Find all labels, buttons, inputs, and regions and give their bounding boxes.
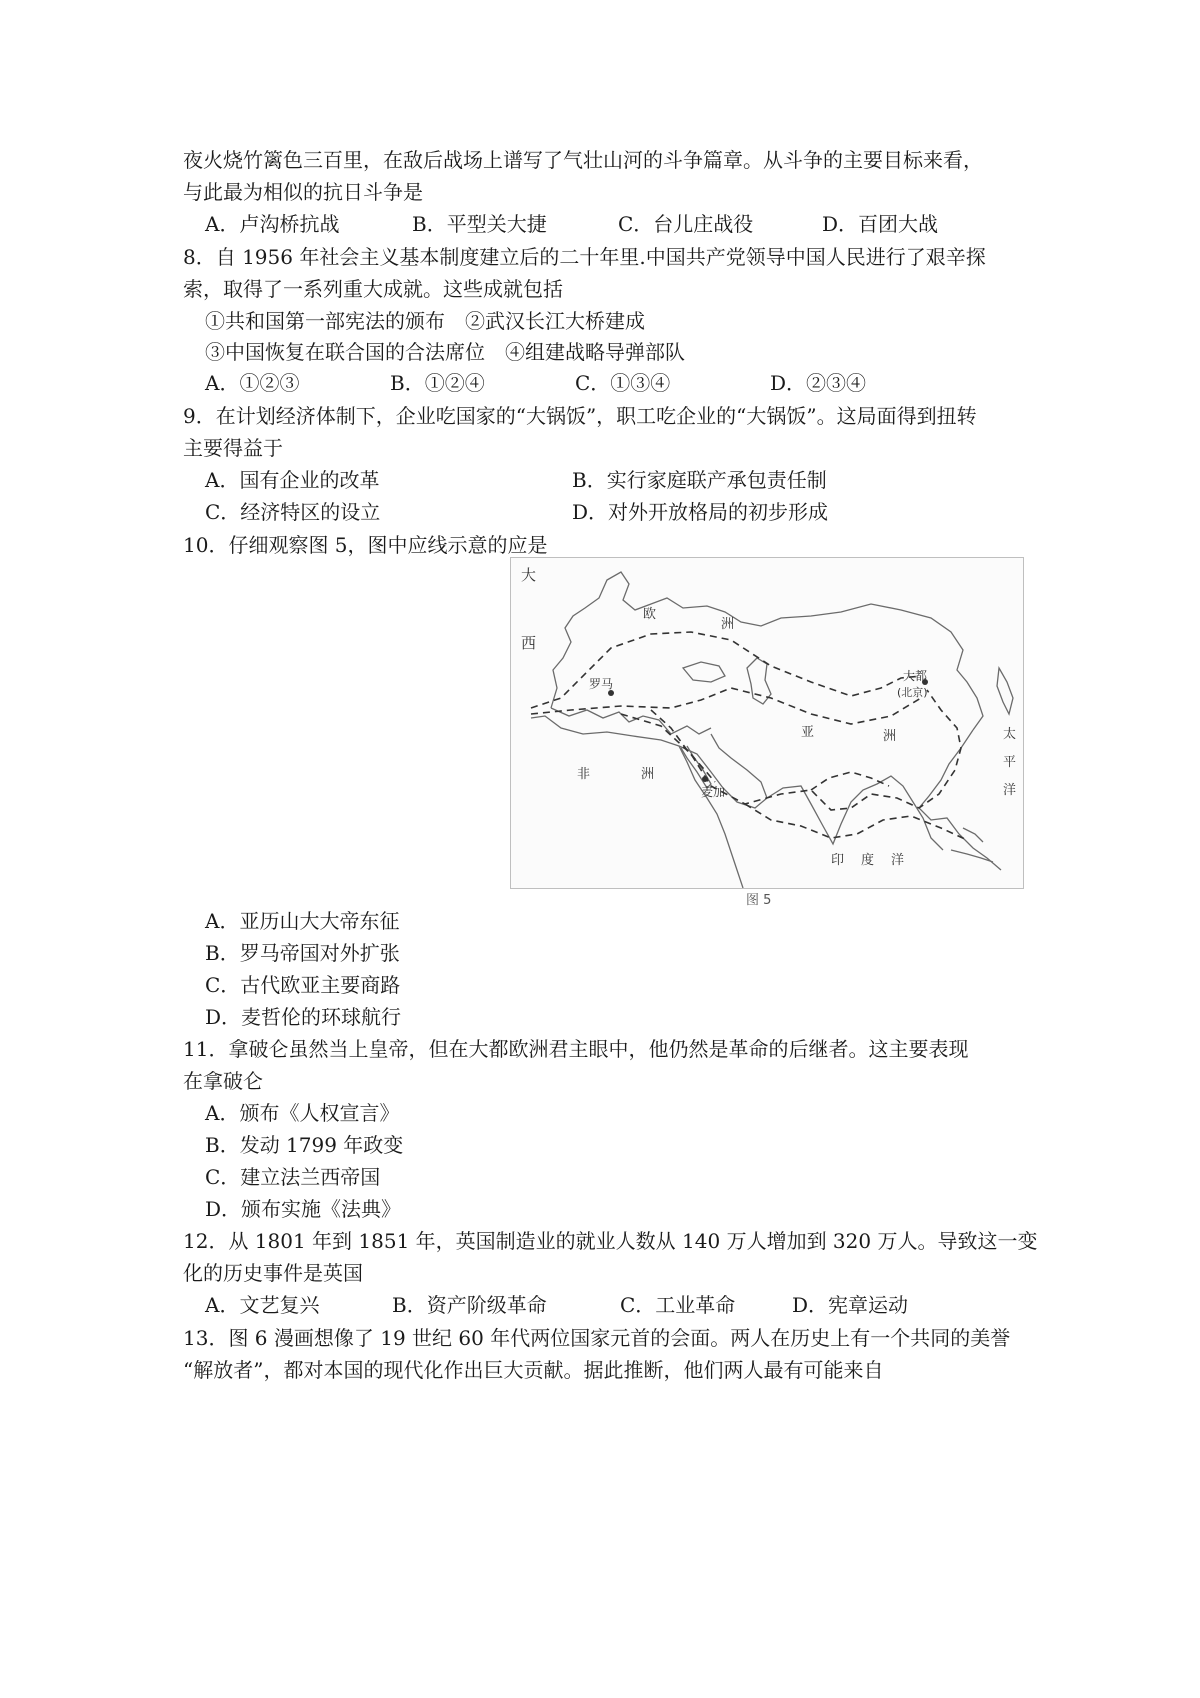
q9-option-d: D．对外开放格局的初步形成 (572, 500, 829, 524)
q7-text-line-2: 与此最为相似的抗日斗争是 (183, 180, 423, 204)
label-asia-1: 亚 (801, 725, 815, 740)
label-rome: 罗马 (589, 677, 614, 691)
q13-text-line-1: 13．图 6 漫画想像了 19 世纪 60 年代两位国家元首的会面。两人在历史上有一个共同的美誉 (183, 1326, 1011, 1350)
q10-option-c: C．古代欧亚主要商路 (205, 973, 401, 997)
q9-option-a: A．国有企业的改革 (205, 468, 380, 492)
q7-option-a: A．卢沟桥抗战 (205, 212, 340, 236)
q11-option-a: A．颁布《人权宣言》 (205, 1101, 400, 1125)
q10-option-a: A．亚历山大大帝东征 (205, 909, 400, 933)
q7-option-d: D．百团大战 (822, 212, 939, 236)
map-canvas (511, 558, 1023, 888)
route-sea (621, 690, 961, 810)
route-to-mecca (651, 710, 715, 782)
q7-text-line-1: 夜火烧竹篱色三百里，在敌后战场上谱写了气壮山河的斗争篇章。从斗争的主要目标来看， (183, 148, 983, 172)
q11-text-line-2: 在拿破仑 (183, 1069, 263, 1093)
q12-text-line-2: 化的历史事件是英国 (183, 1261, 363, 1285)
q12-text-line-1: 12．从 1801 年到 1851 年，英国制造业的就业人数从 140 万人增加到 320 万人。导致这一变 (183, 1229, 1038, 1253)
q10-option-d: D．麦哲伦的环球航行 (205, 1005, 402, 1029)
map-labels (521, 566, 1016, 868)
q8-option-a: A．①②③ (205, 371, 300, 395)
label-pacific-2: 平 (1003, 755, 1017, 770)
q8-statement-3-4: ③中国恢复在联合国的合法席位 ④组建战略导弹部队 (205, 340, 685, 364)
coastlines (531, 572, 1013, 888)
mediterranean-coast (551, 708, 711, 734)
figure-5-map (510, 557, 1024, 889)
africa-coast (531, 716, 743, 888)
q7-option-b: B．平型关大捷 (412, 212, 547, 236)
label-asia-2: 洲 (883, 729, 897, 744)
q9-text-line-2: 主要得益于 (183, 436, 283, 460)
route-northern-land (531, 632, 921, 708)
q11-option-d: D．颁布实施《法典》 (205, 1197, 402, 1221)
label-africa-1: 非 (577, 767, 591, 782)
label-indian-1: 印 (831, 853, 845, 868)
label-beijing: (北京) (897, 686, 928, 699)
q9-text-line-1: 9．在计划经济体制下，企业吃国家的“大锅饭”，职工吃企业的“大锅饭”。这局面得到扭转 (183, 404, 977, 428)
q7-option-c: C．台儿庄战役 (618, 212, 754, 236)
route-south-sea (745, 804, 967, 840)
q9-option-c: C．经济特区的设立 (205, 500, 381, 524)
q9-option-b: B．实行家庭联产承包责任制 (572, 468, 827, 492)
japan-islands (997, 668, 1013, 714)
q8-option-d: D．②③④ (770, 371, 867, 395)
route-central-land (531, 688, 921, 724)
label-mecca: 麦加 (701, 785, 726, 799)
q13-text-line-2: “解放者”，都对本国的现代化作出巨大贡献。据此推断，他们两人最有可能来自 (183, 1358, 884, 1382)
label-dadu: 大都 (903, 669, 928, 683)
q12-option-c: C．工业革命 (620, 1293, 736, 1317)
q10-text-line-1: 10．仔细观察图 5，图中应线示意的应是 (183, 533, 548, 557)
label-atlantic-1: 大 (521, 566, 537, 584)
q8-text-line-2: 索，取得了一系列重大成就。这些成就包括 (183, 277, 563, 301)
q11-option-c: C．建立法兰西帝国 (205, 1165, 381, 1189)
q12-option-a: A．文艺复兴 (205, 1293, 320, 1317)
india-coast (767, 776, 943, 850)
q8-text-line-1: 8．自 1956 年社会主义基本制度建立后的二十年里.中国共产党领导中国人民进行了艰辛探 (183, 245, 986, 269)
label-africa-2: 洲 (641, 767, 655, 782)
q12-option-b: B．资产阶级革命 (392, 1293, 547, 1317)
q12-option-d: D．宪章运动 (792, 1293, 909, 1317)
dashed-routes (531, 632, 967, 840)
q11-option-b: B．发动 1799 年政变 (205, 1133, 404, 1157)
label-europe-2: 洲 (721, 617, 735, 632)
black-sea (683, 662, 725, 682)
q8-statement-1-2: ①共和国第一部宪法的颁布 ②武汉长江大桥建成 (205, 309, 645, 333)
label-indian-2: 度 (861, 853, 875, 868)
indonesia-islands (951, 828, 993, 862)
figure-5-caption: 图 5 (746, 893, 772, 908)
label-pacific-3: 洋 (1003, 783, 1017, 798)
q10-option-b: B．罗马帝国对外扩张 (205, 941, 400, 965)
q8-option-b: B．①②④ (390, 371, 485, 395)
label-indian-3: 洋 (891, 853, 905, 868)
q11-text-line-1: 11．拿破仑虽然当上皇帝，但在大都欧洲君主眼中，他仍然是革命的后继者。这主要表现 (183, 1037, 969, 1061)
label-atlantic-2: 西 (521, 634, 537, 652)
route-india-east (811, 772, 889, 790)
label-europe-1: 欧 (643, 607, 657, 622)
label-pacific-1: 太 (1003, 727, 1017, 742)
q8-option-c: C．①③④ (575, 371, 671, 395)
mecca-marker (702, 776, 708, 782)
